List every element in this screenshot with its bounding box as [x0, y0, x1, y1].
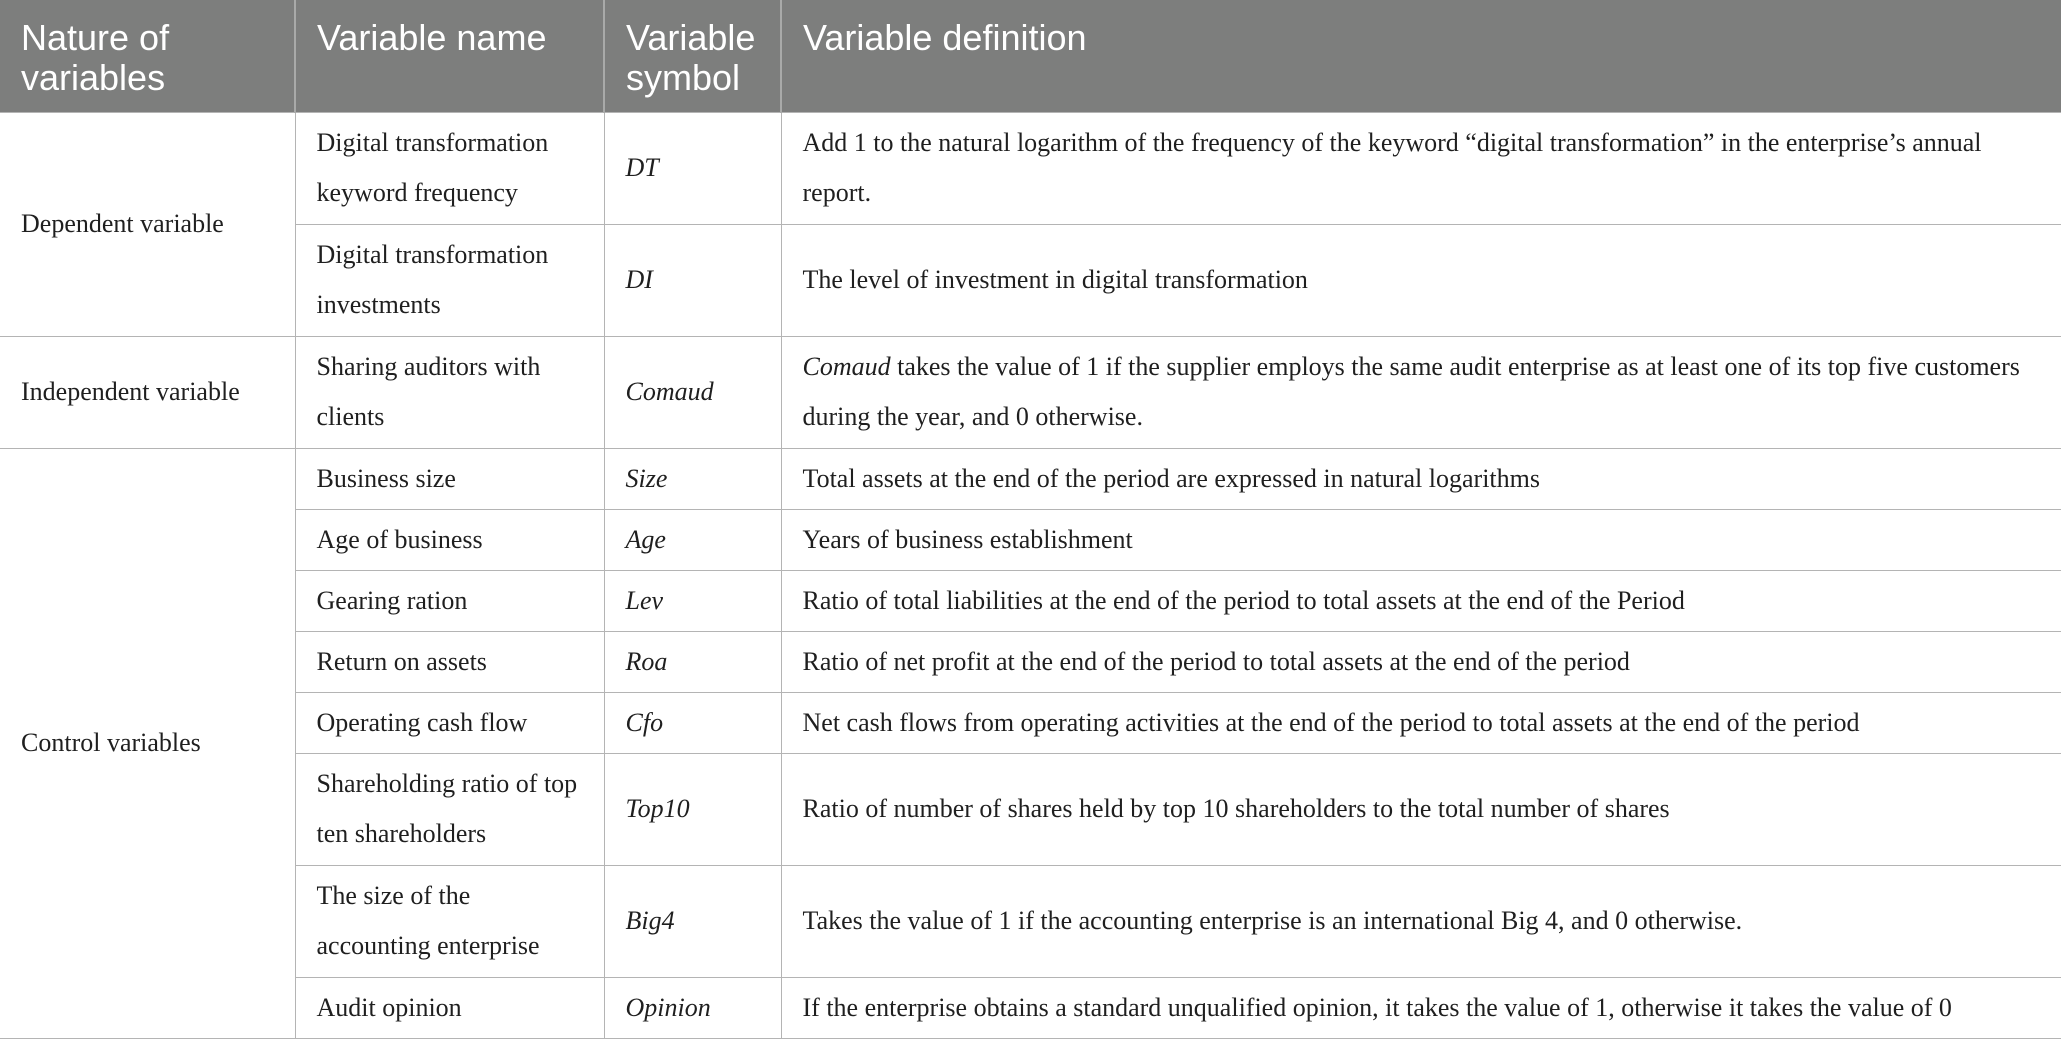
- table-row: [0, 336, 2061, 448]
- table-row: [0, 112, 2061, 224]
- header-definition: Variable definition: [781, 0, 2061, 112]
- definition-cell: The level of investment in digital transformation: [781, 224, 2061, 336]
- table-row: [0, 224, 2061, 336]
- symbol-cell: Big4: [604, 865, 781, 977]
- definition-cell: Ratio of number of shares held by top 10 shareholders to the total number of shares: [781, 753, 2061, 865]
- symbol-cell: Comaud: [604, 336, 781, 448]
- symbol-cell: Cfo: [604, 692, 781, 753]
- name-cell: Age of business: [295, 509, 604, 570]
- symbol-cell: DT: [604, 112, 781, 224]
- name-cell: Sharing auditors with clients: [295, 336, 604, 448]
- table-row: [0, 692, 2061, 753]
- nature-cell: Independent variable: [0, 336, 295, 448]
- nature-cell: Control variables: [0, 448, 295, 1038]
- header-symbol: Variable symbol: [604, 0, 781, 112]
- symbol-cell: Lev: [604, 570, 781, 631]
- symbol-cell: Roa: [604, 631, 781, 692]
- table-row: [0, 509, 2061, 570]
- nature-cell: Dependent variable: [0, 112, 295, 336]
- header-name: Variable name: [295, 0, 604, 112]
- definition-text: takes the value of 1 if the supplier employs the same audit enterprise as at least one of its top five customers during the year, and 0 otherwise.: [802, 352, 2020, 431]
- name-cell: Shareholding ratio of top ten shareholders: [295, 753, 604, 865]
- name-cell: Digital transformation investments: [295, 224, 604, 336]
- definition-cell: Ratio of total liabilities at the end of the period to total assets at the end of the Period: [781, 570, 2061, 631]
- name-cell: Business size: [295, 448, 604, 509]
- name-cell: The size of the accounting enterprise: [295, 865, 604, 977]
- symbol-cell: DI: [604, 224, 781, 336]
- table-row: [0, 753, 2061, 865]
- name-cell: Digital transformation keyword frequency: [295, 112, 604, 224]
- definition-cell: Ratio of net profit at the end of the period to total assets at the end of the period: [781, 631, 2061, 692]
- name-cell: Gearing ration: [295, 570, 604, 631]
- symbol-cell: Age: [604, 509, 781, 570]
- definition-emphasis: Comaud: [802, 352, 891, 381]
- definition-cell: If the enterprise obtains a standard unqualified opinion, it takes the value of 1, otherwise it takes the value of 0: [781, 977, 2061, 1038]
- definition-cell: Add 1 to the natural logarithm of the frequency of the keyword “digital transformation” in the enterprise’s annual report.: [781, 112, 2061, 224]
- name-cell: Operating cash flow: [295, 692, 604, 753]
- header-row: [0, 0, 2061, 112]
- definition-cell: [781, 336, 2061, 448]
- table-row: [0, 865, 2061, 977]
- name-cell: Return on assets: [295, 631, 604, 692]
- symbol-cell: Opinion: [604, 977, 781, 1038]
- symbol-cell: Top10: [604, 753, 781, 865]
- definition-cell: Net cash flows from operating activities at the end of the period to total assets at the end of the period: [781, 692, 2061, 753]
- definition-cell: Takes the value of 1 if the accounting enterprise is an international Big 4, and 0 otherwise.: [781, 865, 2061, 977]
- definition-cell: Total assets at the end of the period are expressed in natural logarithms: [781, 448, 2061, 509]
- table-row: [0, 631, 2061, 692]
- symbol-cell: Size: [604, 448, 781, 509]
- name-cell: Audit opinion: [295, 977, 604, 1038]
- definition-cell: Years of business establishment: [781, 509, 2061, 570]
- table-row: [0, 448, 2061, 509]
- table-row: [0, 570, 2061, 631]
- table-row: [0, 977, 2061, 1038]
- header-nature: Nature of variables: [0, 0, 295, 112]
